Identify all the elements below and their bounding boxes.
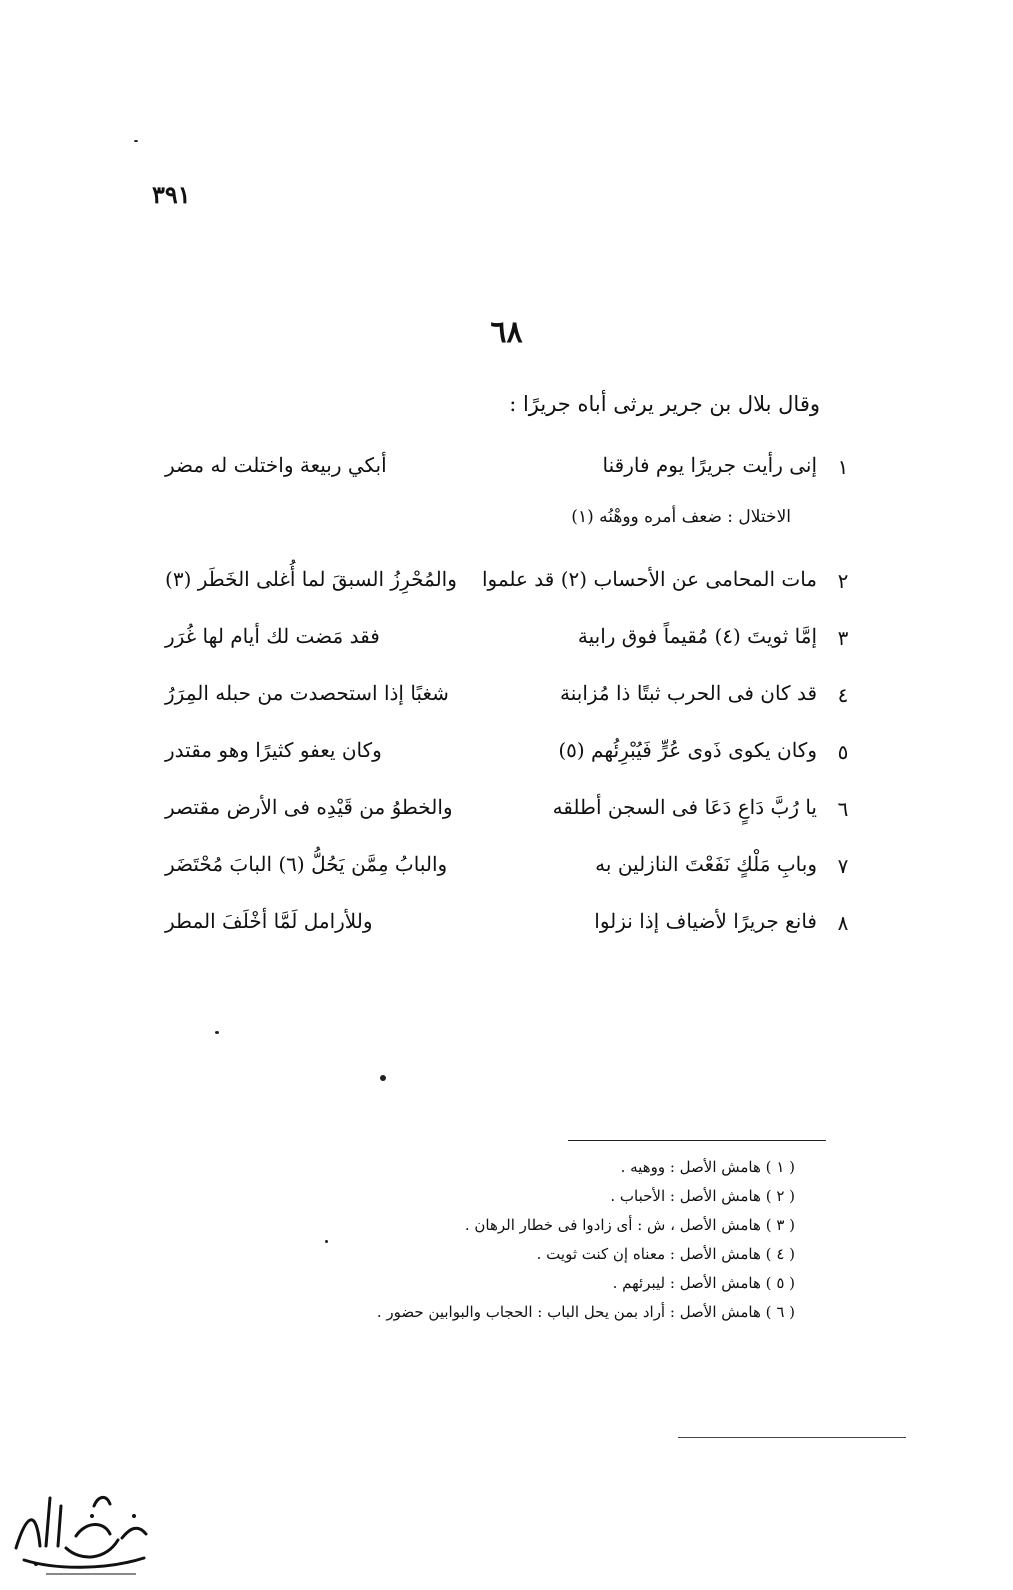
ink-speck: [215, 1031, 219, 1034]
footnote-divider: [568, 1140, 826, 1141]
bottom-divider: [678, 1437, 906, 1438]
footnote: ( ٢ ) هامش الأصل : الأحباب .: [610, 1187, 795, 1205]
verse-number: ٧: [837, 854, 849, 878]
verse-line: [165, 618, 855, 675]
verse-second-hemistich: والخطوُ من قَيْدِه فى الأرض مقتصر: [165, 795, 453, 819]
verse-first-hemistich: قد كان فى الحرب ثبتًا ذا مُزابنة: [560, 681, 817, 705]
verse-number: ٢: [837, 569, 849, 593]
verse-first-hemistich: وبابِ مَلْكٍ نَفَعْتَ النازلين به: [595, 852, 817, 876]
verse-second-hemistich: وللأرامل لَمَّا أخْلَفَ المطر: [165, 909, 373, 933]
verse-number: ٤: [837, 683, 849, 707]
footnote: ( ٤ ) هامش الأصل : معناه إن كنت ثويت .: [536, 1245, 795, 1263]
footnote: ( ٦ ) هامش الأصل : أراد بمن يحل الباب : الحجاب والبوابين حضور .: [376, 1303, 795, 1321]
verse-second-hemistich: والمُحْرِزُ السبقَ لما أُغلى الخَطَر (٣): [165, 567, 457, 591]
calligraphy-logo: [6, 1476, 154, 1584]
poem-number: ٦٨: [490, 315, 523, 350]
verse-line: [165, 789, 855, 846]
ink-speck: [134, 140, 138, 142]
verse-second-hemistich: أبكي ربيعة واختلت له مضر: [165, 453, 387, 477]
footnote: ( ١ ) هامش الأصل : ووهيه .: [620, 1158, 795, 1176]
verse-number: ١: [837, 455, 849, 479]
verse-first-hemistich: فانع جريرًا لأضياف إذا نزلوا: [594, 909, 817, 933]
verse-gloss: الاختلال : ضعف أمره ووهْنُه (١): [571, 507, 791, 527]
ink-speck: [325, 1240, 328, 1243]
verse-line: [165, 561, 855, 618]
verse-second-hemistich: وكان يعفو كثيرًا وهو مقتدر: [165, 738, 382, 762]
verse-number: ٨: [837, 911, 849, 935]
verse-first-hemistich: إنى رأيت جريرًا يوم فارقنا: [602, 453, 817, 477]
verse-second-hemistich: شغبًا إذا استحصدت من حبله المِرَرُ: [165, 681, 449, 705]
verse-first-hemistich: إمَّا ثويتَ (٤) مُقيماً فوق رابية: [577, 624, 817, 648]
verse-first-hemistich: مات المحامى عن الأحساب (٢) قد علموا: [481, 567, 817, 591]
verse-line: [165, 732, 855, 789]
verse-line: [165, 447, 855, 504]
footnote: ( ٥ ) هامش الأصل : ليبرئهم .: [612, 1274, 795, 1292]
poem-intro: وقال بلال بن جرير يرثى أباه جريرًا :: [509, 392, 820, 416]
verse-line: [165, 675, 855, 732]
verse-first-hemistich: يا رُبَّ دَاعٍ دَعَا فى السجن أطلقه: [552, 795, 817, 819]
verse-second-hemistich: والبابُ مِمَّن يَحُلُّ (٦) البابَ مُحْتَضَر: [165, 852, 448, 876]
ink-speck: [380, 1075, 386, 1081]
verse-first-hemistich: وكان يكوى ذَوى عُرٍّ فَيُبْرِئُهم (٥): [558, 738, 817, 762]
verse-second-hemistich: فقد مَضت لك أيام لها غُرَر: [165, 624, 380, 648]
verse-number: ٥: [837, 740, 849, 764]
footnote: ( ٣ ) هامش الأصل ، ش : أى زادوا فى خطار الرهان .: [464, 1216, 795, 1234]
footnotes: [235, 1153, 795, 1327]
verse-number: ٣: [837, 626, 849, 650]
verse-line: [165, 903, 855, 960]
verse-number: ٦: [837, 797, 849, 821]
verse-line: [165, 846, 855, 903]
page-number: ٣٩١: [152, 180, 191, 209]
